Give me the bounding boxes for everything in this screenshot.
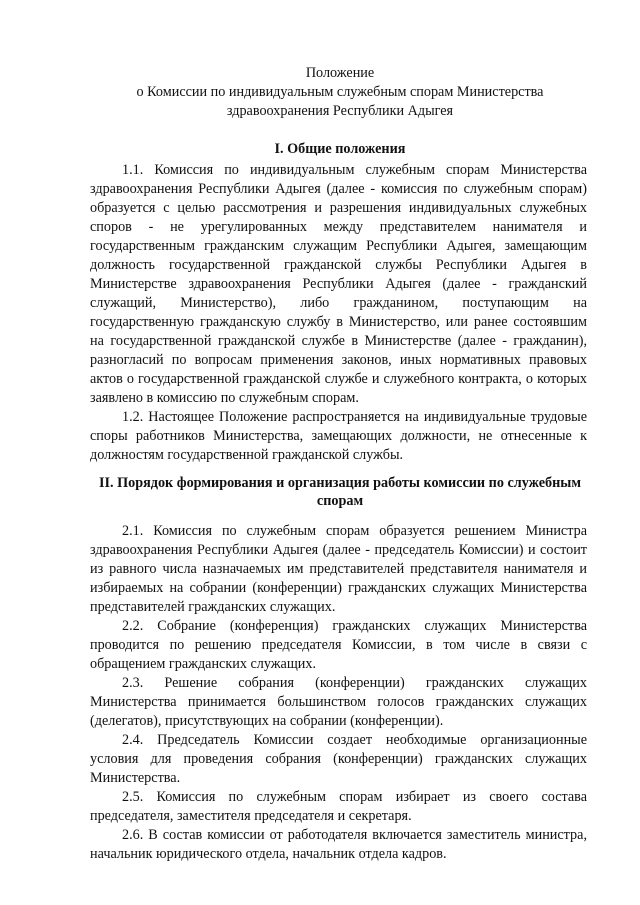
paragraph-2-1: 2.1. Комиссия по служебным спорам образуется решением Министра здравоохранения Республики Адыгея (далее - председатель Комиссии) и состоит из равного числа назначаемых им представителей представителя нанимателя и избираемых на собрании (конференции) гражданских служащих Министерства представителей гражданских служащих. [90,523,587,615]
title-line-2: о Комиссии по индивидуальным служебным спорам Министерства [136,84,544,100]
paragraph-1-1: 1.1. Комиссия по индивидуальным служебным спорам Министерства здравоохранения Республики Адыгея (далее - комиссия по служебным спорам) образуется с целью рассмотрения и разрешения индивидуальных служебных споров - не урегулированных между представителем нанимателя и государственным гражданским служащим Республики Адыгея, замещающим должность государственной гражданской службы Республики Адыгея в Министерстве здравоохранения Республики Адыгея (далее - гражданский служащий, Министерство), либо гражданином, поступающим на государственную гражданскую службу в Министерство, или ранее состоявшим на государственной гражданской службе в Министерстве (далее - гражданин), разногласий по вопросам применения законов, иных нормативных правовых актов о государственной гражданской службе и служебного контракта, о которых заявлено в комиссию по служебным спорам. [90,162,587,406]
title-line-3: здравоохранения Республики Адыгея [226,103,454,119]
section-2-heading: II. Порядок формирования и организация работы комиссии по служебным спорам [98,475,582,509]
section-2-body [90,522,587,864]
section-1-body [90,161,587,465]
paragraph-2-5: 2.5. Комиссия по служебным спорам избирает из своего состава председателя, заместителя председателя и секретаря. [90,789,587,824]
paragraph-2-3: 2.3. Решение собрания (конференции) гражданских служащих Министерства принимается большинством голосов гражданских служащих (делегатов), присутствующих на собрании (конференции). [90,675,587,729]
section-1-heading: I. Общие положения [274,141,406,157]
paragraph-1-2: 1.2. Настоящее Положение распространяется на индивидуальные трудовые споры работников Министерства, замещающих должности, не отнесенные к должностям государственной гражданской службы. [90,409,587,463]
paragraph-2-4: 2.4. Председатель Комиссии создает необходимые организационные условия для проведения собрания (конференции) гражданских служащих Министерства. [90,732,587,786]
section-1-heading-block [90,140,590,158]
paragraph-2-6: 2.6. В состав комиссии от работодателя включается заместитель министра, начальник юридического отдела, начальник отдела кадров. [90,827,587,862]
document-title [90,64,590,121]
section-2-heading-block [90,474,590,510]
title-line-1: Положение [305,65,375,81]
paragraph-2-2: 2.2. Собрание (конференция) гражданских служащих Министерства проводится по решению председателя Комиссии, в том числе в связи с обращением гражданских служащих. [90,618,587,672]
